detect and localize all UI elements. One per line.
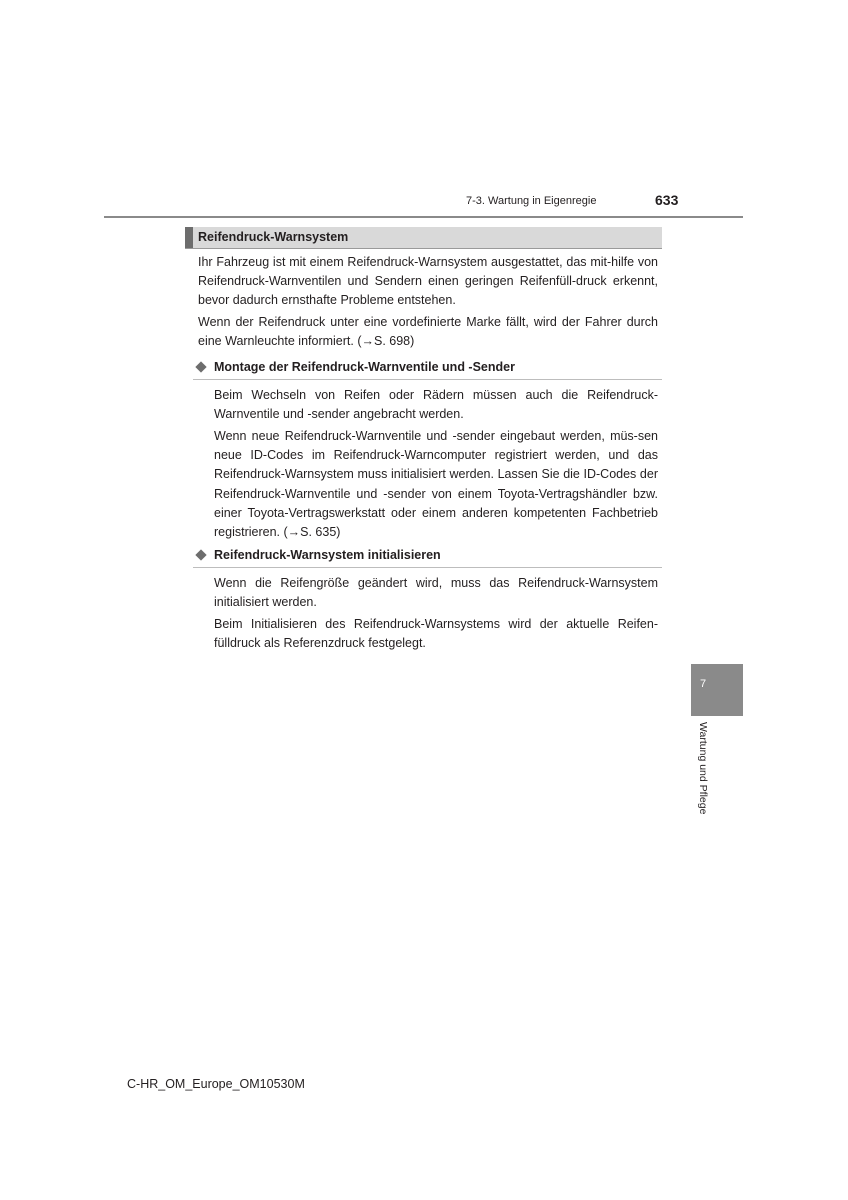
- running-header-section: 7-3. Wartung in Eigenregie: [466, 195, 597, 207]
- header-rule: [104, 216, 743, 218]
- section-heading: [185, 227, 662, 249]
- intro-paragraph-2: Wenn der Reifendruck unter eine vordefinierte Marke fällt, wird der Fahrer durch eine Warnleuchte informiert. (→S. 698): [198, 315, 658, 349]
- chapter-tab-number: 7: [700, 678, 707, 690]
- subsection-title: Montage der Reifendruck-Warnventile und -Sender: [214, 360, 515, 374]
- chapter-tab: [691, 664, 743, 716]
- page-number: 633: [655, 192, 679, 208]
- section-heading-bar: [185, 227, 193, 248]
- mounting-paragraph-2: Wenn neue Reifendruck-Warnventile und -sender eingebaut werden, müs-sen neue ID-Codes im Reifendruck-Warncomputer registriert werden, und das Reifendruck-Warnsystem muss initialisiert werden. Lassen Sie die ID-Codes der Reifendruck-Warnventile und -sender von einem Toyota-Vertragshändler bzw. einer Toyota-Vertragswerkstatt oder einem anderen kompetenten Fachbetrieb registrieren. (→S. 635): [214, 429, 658, 540]
- footer-code: C-HR_OM_Europe_OM10530M: [127, 1077, 305, 1091]
- subsection-title: Reifendruck-Warnsystem initialisieren: [214, 548, 441, 562]
- intro-paragraph-1: Ihr Fahrzeug ist mit einem Reifendruck-Warnsystem ausgestattet, das mit-hilfe von Reifendruck-Warnventilen und Sendern einen geringen Reifenfüll-druck erkennt, bevor dadurch ernsthafte Probleme entstehen.: [198, 255, 658, 308]
- section-title: Reifendruck-Warnsystem: [198, 230, 349, 244]
- initialize-paragraph-2: Beim Initialisieren des Reifendruck-Warnsystems wird der aktuelle Reifen-fülldruck als Referenzdruck festgelegt.: [214, 617, 658, 651]
- chapter-side-label: Wartung und Pflege: [697, 722, 709, 815]
- subsection-heading-mounting: [193, 359, 662, 380]
- initialize-paragraph-1: Wenn die Reifengröße geändert wird, muss das Reifendruck-Warnsystem initialisiert werden.: [214, 576, 658, 610]
- diamond-bullet-icon: [195, 549, 206, 560]
- diamond-bullet-icon: [195, 361, 206, 372]
- mounting-paragraph-1: Beim Wechseln von Reifen oder Rädern müssen auch die Reifendruck-Warnventile und -sender angebracht werden.: [214, 388, 658, 422]
- subsection-heading-initialize: [193, 547, 662, 568]
